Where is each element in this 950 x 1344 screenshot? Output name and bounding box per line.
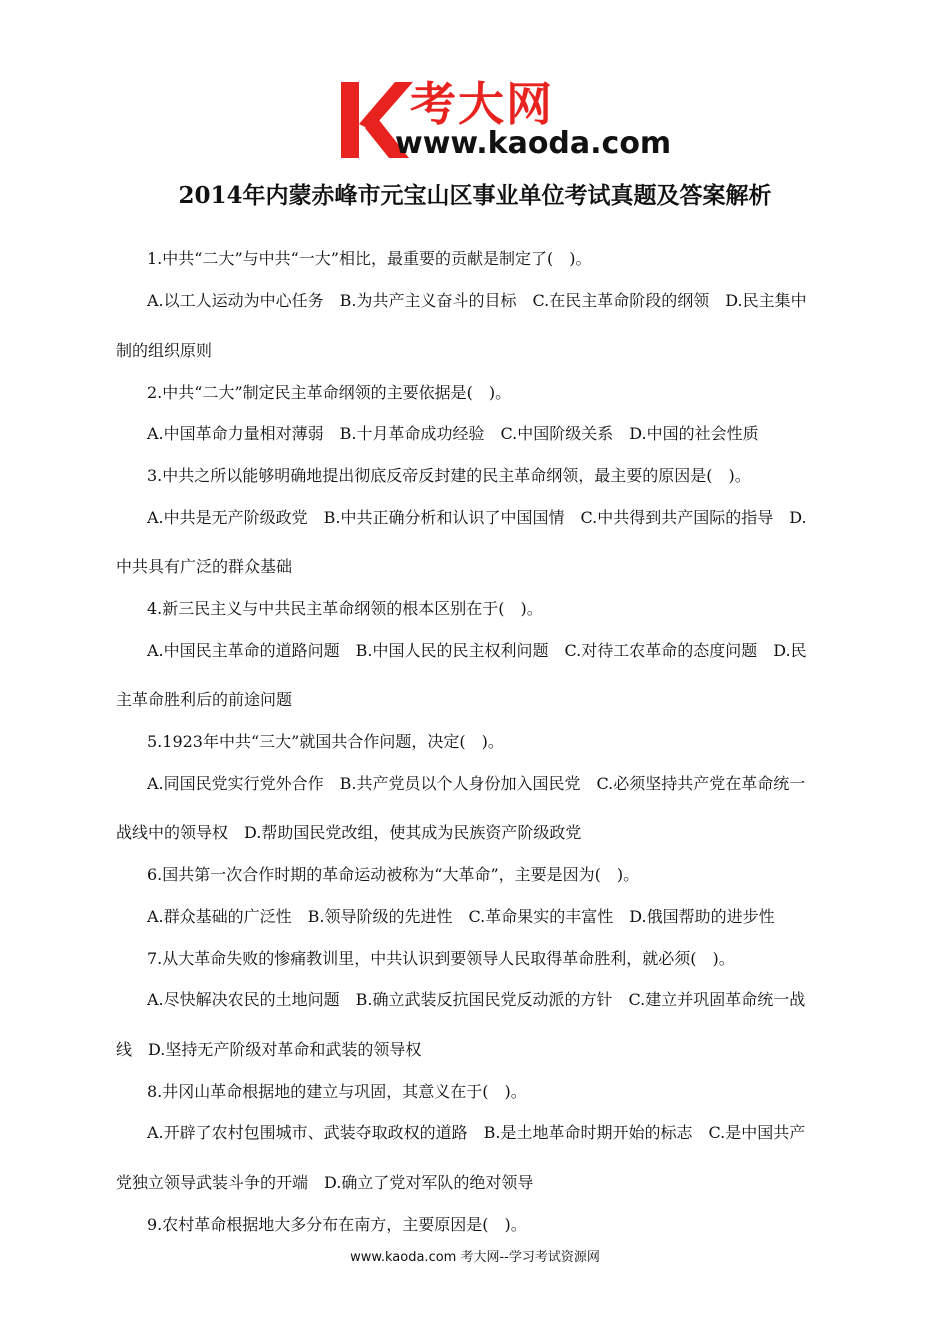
question-1: 1.中共“二大”与中共“一大”相比，最重要的贡献是制定了( )。 xyxy=(147,249,592,268)
page-title: 2014年内蒙赤峰市元宝山区事业单位考试真题及答案解析 xyxy=(178,182,772,209)
question-4-options: A.中国民主革命的道路问题 B.中国人民的民主权利问题 C.对待工农革命的态度问题 D.民 xyxy=(147,641,807,660)
question-8-options-cont: 党独立领导武装斗争的开端 D.确立了党对军队的绝对领导 xyxy=(116,1173,534,1192)
kaoda-logo xyxy=(335,77,672,162)
question-2-options: A.中国革命力量相对薄弱 B.十月革命成功经验 C.中国阶级关系 D.中国的社会性质 xyxy=(147,424,759,443)
question-6: 6.国共第一次合作时期的革命运动被称为“大革命”，主要是因为( )。 xyxy=(147,865,640,884)
question-2: 2.中共“二大”制定民主革命纲领的主要依据是( )。 xyxy=(147,383,512,402)
question-3-options-cont: 中共具有广泛的群众基础 xyxy=(116,557,293,576)
question-9: 9.农村革命根据地大多分布在南方，主要原因是( )。 xyxy=(147,1215,527,1234)
question-1-options: A.以工人运动为中心任务 B.为共产主义奋斗的目标 C.在民主革命阶段的纲领 D.民主集中 xyxy=(147,291,807,310)
question-7: 7.从大革命失败的惨痛教训里，中共认识到要领导人民取得革命胜利，就必须( )。 xyxy=(147,949,735,968)
logo-chinese-text: 考大网 xyxy=(410,77,554,131)
question-6-options: A.群众基础的广泛性 B.领导阶级的先进性 C.革命果实的丰富性 D.俄国帮助的进步性 xyxy=(147,907,775,926)
question-7-options: A.尽快解决农民的土地问题 B.确立武装反抗国民党反动派的方针 C.建立并巩固革命统一战 xyxy=(147,990,806,1009)
question-7-options-cont: 线 D.坚持无产阶级对革命和武装的领导权 xyxy=(116,1040,422,1059)
logo-url-text: www.kaoda.com xyxy=(395,126,672,161)
question-4-options-cont: 主革命胜利后的前途问题 xyxy=(116,690,293,709)
question-3: 3.中共之所以能够明确地提出彻底反帝反封建的民主革命纲领，最主要的原因是( )。 xyxy=(147,466,751,485)
question-8-options: A.开辟了农村包围城市、武装夺取政权的道路 B.是土地革命时期开始的标志 C.是中国共产 xyxy=(147,1123,806,1142)
question-1-options-cont: 制的组织原则 xyxy=(116,341,213,360)
question-8: 8.井冈山革命根据地的建立与巩固，其意义在于( )。 xyxy=(147,1082,527,1101)
question-5-options-cont: 战线中的领导权 D.帮助国民党改组，使其成为民族资产阶级政党 xyxy=(116,823,582,842)
page-footer: www.kaoda.com 考大网--学习考试资源网 xyxy=(350,1250,600,1265)
question-4: 4.新三民主义与中共民主革命纲领的根本区别在于( )。 xyxy=(147,599,543,618)
question-5-options: A.同国民党实行党外合作 B.共产党员以个人身份加入国民党 C.必须坚持共产党在革命统一 xyxy=(147,774,806,793)
question-5: 5.1923年中共“三大”就国共合作问题，决定( )。 xyxy=(147,732,504,751)
question-3-options: A.中共是无产阶级政党 B.中共正确分析和认识了中国国情 C.中共得到共产国际的指导 D. xyxy=(147,508,807,527)
